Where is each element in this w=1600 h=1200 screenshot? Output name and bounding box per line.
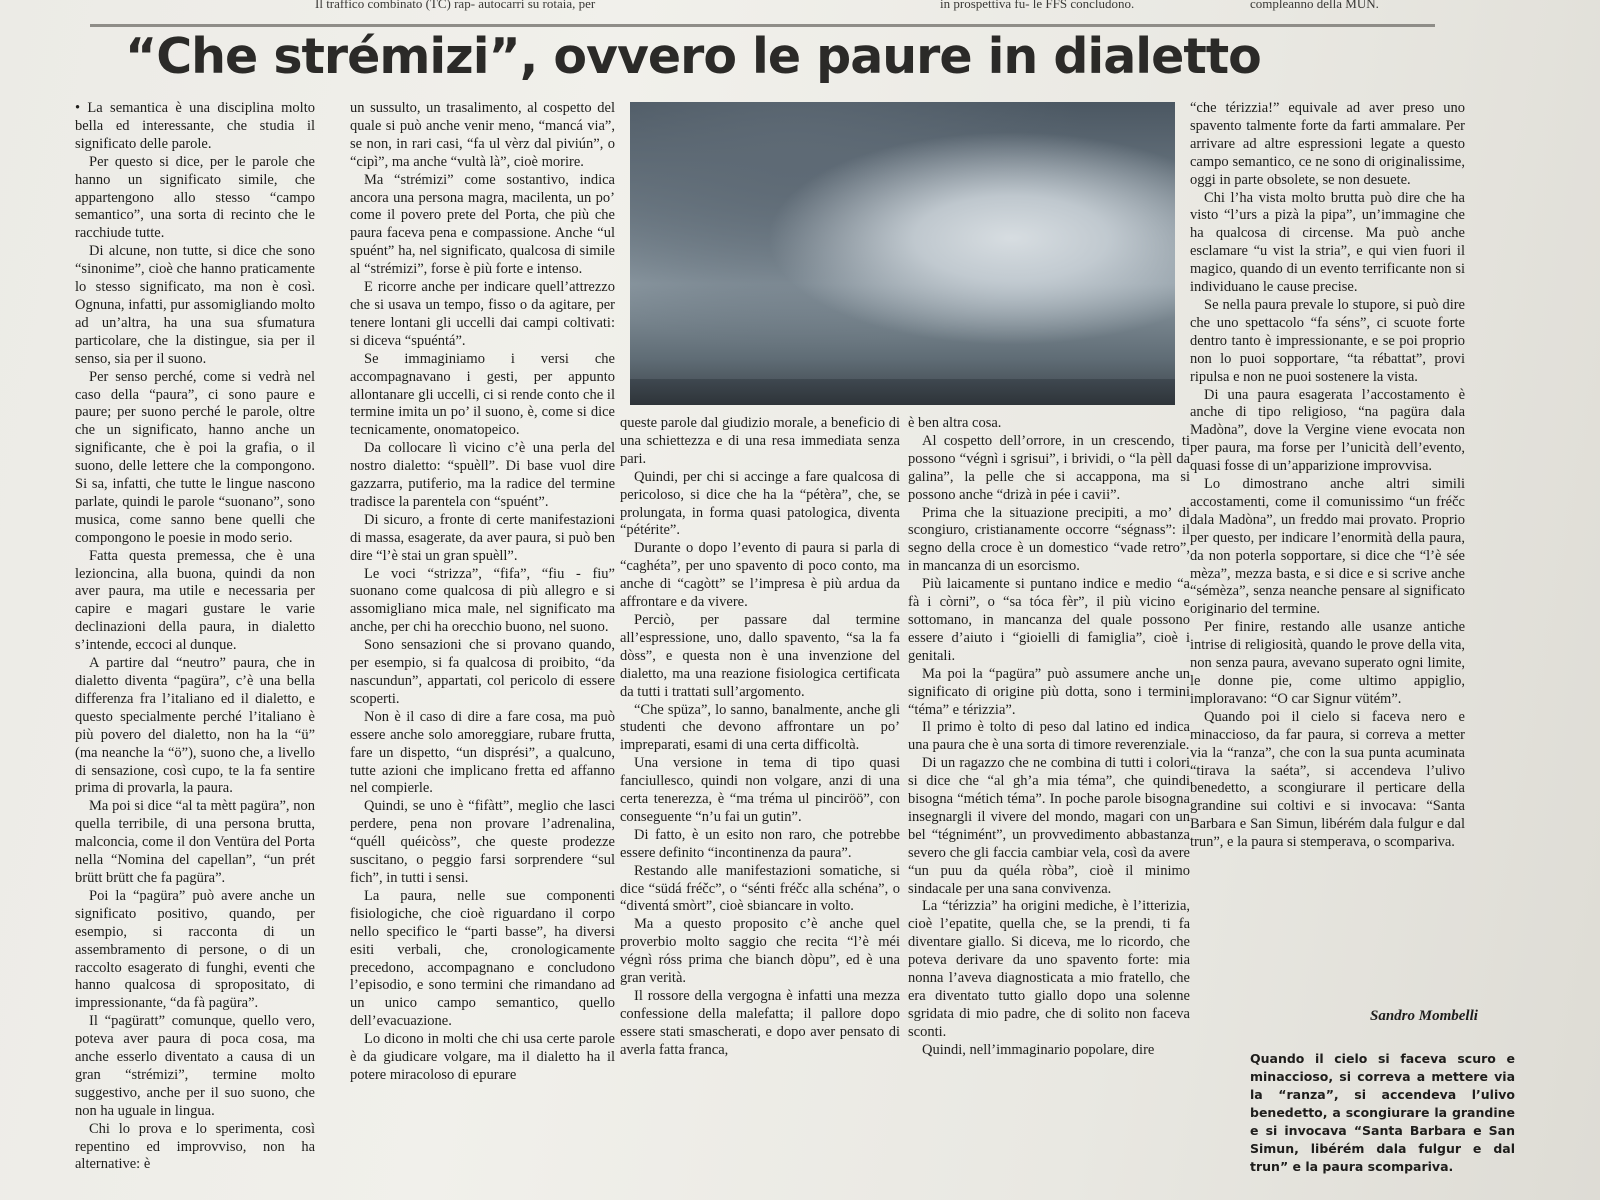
paragraph: Di alcune, non tutte, si dice che sono “sinonime”, cioè che hanno praticamente lo stesso significato, ma non è così. Ognuna, infatti, pur assomigliando molto ad un’altra, ha una sua sfumatura particolare, che la distingue, sia per il senso, sia per il suono. [75, 243, 315, 367]
paragraph: Ma poi la “pagüra” può assumere anche un significato di origine più dotta, sono i termini “téma” e térizzia”. [908, 665, 1190, 718]
paragraph: Per senso perché, come si vedrà nel caso della “paura”, ci sono paure e paure; per suono perché le parole, oltre che un significato, hanno anche un significante, che è poi la grafia, o il suono, delle lettere che la compongono. Si sa, infatti, che tutte le lingue nascono parlate, quindi le parole “suonano”, sono musica, come sanno bene quelli che compongono le poesie in modo serio. [75, 368, 315, 546]
paragraph: Chi lo prova e lo sperimenta, così repentino ed improvviso, non ha alternative: è [75, 1120, 315, 1173]
paragraph: Quindi, se uno è “fifàtt”, meglio che lasci perdere, pena non provare l’adrenalina, “quéll quéicòss”, che queste prodezze suscitano, o peggio farsi sorprendere “sul fich”, in tutti i sensi. [350, 798, 615, 886]
paragraph: un sussulto, un trasalimento, al cospetto del quale si può anche venir meno, “mancá via”, se non, in rari casi, “fa ul vèrz dal piviún”, o “cipì”, ma anche “vultà là”, cioè morire. [350, 100, 615, 170]
paragraph: Quando poi il cielo si faceva nero e minaccioso, da far paura, si correva a metter via la “ranza”, che con la sua punta acuminata “tirava la saéta”, si accendeva l’ulivo benedetto, a scongiurare il perticare della grandine sui coltivi e si invocava: “Santa Barbara e San Simun, libérém dala fulgur e dal trun”, e la paura si stemperava, o scompariva. [1190, 708, 1465, 851]
paragraph: A partire dal “neutro” paura, che in dialetto diventa “pagüra”, c’è una bella differenza fra l’italiano ed il dialetto, e questo specialmente perché l’italiano è più povero del dialetto, non ha la “ü” (ma neanche la “ö”), suono che, a livello di sensazione, così cupo, te la fa sentire prima di provarla, la paura. [75, 655, 315, 797]
column-2 [350, 100, 615, 1200]
cloudy-sky-photo [630, 102, 1175, 405]
paragraph: Quindi, nell’immaginario popolare, dire [922, 1041, 1155, 1058]
paragraph: Il “pagüratt” comunque, quello vero, poteva aver paura di poca cosa, ma anche esserlo diventato a causa di un gran “strémizi”, termine molto suggestivo, anche per il suo suono, che non ha uguale in lingua. [75, 1013, 315, 1119]
top-strip-mid: in prospettiva fu- le FFS concludono. [940, 0, 1135, 11]
top-strip [90, 0, 1435, 27]
paragraph: Restando alle manifestazioni somatiche, si dice “südá fréčc”, o “sénti fréčc alla schéna”, o “diventá smòrt”, cioè sbiancare in volto. [620, 862, 900, 915]
paragraph: Prima che la situazione precipiti, a mo’ di scongiuro, cristianamente occorre “ségnass”: il segno della croce è un domestico “vade retro”, in mancanza di un esorcismo. [908, 504, 1190, 575]
paragraph: Fatta questa premessa, che è una lezioncina, alla buona, quindi da non aver paura, ma utile e necessaria per capire e magari gustare le varie declinazioni della paura, in dialetto s’intende, eccoci al dunque. [75, 547, 315, 654]
column-4 [908, 415, 1190, 1200]
paragraph: Da collocare lì vicino c’è una perla del nostro dialetto: “spuèll”. Di base vuol dire gazzarra, putiferio, ma la radice del termine tradisce la parentela con “spuént”. [350, 440, 615, 510]
paragraph: Al cospetto dell’orrore, in un crescendo, ti possono “végnì i sgrisui”, i brividi, o “la pèll da galina”, la pelle che si accappona, ma si possono anche “drizà in pée i cavii”. [908, 432, 1190, 503]
paragraph: Il rossore della vergogna è infatti una mezza confessione della malefatta; il pallore dopo essere stati smascherati, e dopo aver pensato di averla fatta franca, [620, 988, 900, 1058]
paragraph: • La semantica è una disciplina molto bella ed interessante, che studia il significato delle parole. [75, 100, 315, 154]
paragraph: Più laicamente si puntano indice e medio “a fà i còrni”, o “sa tóca fèr”, il più vicino e sottomano, in mancanza del quale possono essere d’aiuto i “gioielli di famiglia”, cioè i genitali. [908, 576, 1190, 664]
paragraph: Di fatto, è un esito non raro, che potrebbe essere definito “incontinenza da paura”. [620, 826, 900, 861]
paragraph: Una versione in tema di tipo quasi fanciullesco, quindi non volgare, anzi di una certa tenerezza, è “ma tréma ul pinciröö”, con conseguente “n’u fai un gutin”. [620, 755, 900, 825]
paragraph: Di sicuro, a fronte di certe manifestazioni di massa, esagerate, da aver paura, si può ben dire “l’è stai un gran spuèll”. [350, 511, 615, 564]
paragraph: Non è il caso di dire a fare cosa, ma può essere anche solo amoreggiare, rubare frutta, fare un dispetto, “un disprési”, a qualcuno, tutte azioni che implicano fretta ed affanno nel compierle. [350, 708, 615, 797]
paragraph: è ben altra cosa. [908, 415, 1002, 431]
column-5 [1190, 100, 1465, 1000]
paragraph: Chi l’ha vista molto brutta può dire che ha visto “l’urs a pizà la pipa”, un’immagine che ha qualcosa di circense. Ma può anche esclamare “u vist la stria”, e qui vien fuori il magico, quando di un evento terrificante non si individuano le cause precise. [1190, 189, 1465, 296]
author-signature: Sandro Mombelli [1370, 1008, 1478, 1024]
paragraph: Per finire, restando alle usanze antiche intrise di religiosità, quando le prove della vita, non senza paura, avevano superato ogni limite, le donne pie, come ultimo appiglio, imploravano: “O car Signur vütém”. [1190, 619, 1465, 707]
paragraph: Per questo si dice, per le parole che hanno un significato simile, che appartengono allo stesso “campo semantico”, una sorta di recinto che le racchiude tutte. [75, 153, 315, 242]
paragraph: La paura, nelle sue componenti fisiologiche, che cioè riguardano il corpo nello specifico le “parti basse”, ha diversi esiti verbali, che, cronologicamente precedono, accompagnano e concludono l’episodio, e sono termini che rimandano ad un unico campo semantico, quello dell’evacuazione. [350, 887, 615, 1030]
photo-caption: Quando il cielo si faceva scuro e minaccioso, si correva a mettere via la “ranza”, si accendeva l’ulivo benedetto, a scongiurare la grandine e si invocava “Santa Barbara e San Simun, libérém dala fulgur e dal trun” e la paura scompariva. [1250, 1051, 1515, 1174]
paragraph: Ma poi si dice “al ta mètt pagüra”, non quella terribile, di una persona brutta, malconcia, come il don Ventüra del Porta nella “Nomina del capellan”, “un prét brütt brütt che fa pagüra”. [75, 798, 315, 886]
paragraph: Quindi, per chi si accinge a fare qualcosa di pericoloso, si dice che ha la “pétèra”, che, se prolungata, in forma quasi patologica, diventa “pétérite”. [620, 468, 900, 539]
paragraph: “Che spüza”, lo sanno, banalmente, anche gli studenti che devono affrontare un po’ impreparati, esami di una certa difficoltà. [620, 701, 900, 754]
paragraph: Sono sensazioni che si provano quando, per esempio, si fa qualcosa di proibito, “da nascundun”, appartati, col pericolo di essere scoperti. [350, 637, 615, 707]
paragraph: Durante o dopo l’evento di paura si parla di “caghéta”, per uno spavento di poco conto, ma anche di “cagòtt” se l’impresa è più ardua da affrontare e da vivere. [620, 540, 900, 611]
paragraph: La “térizzia” ha origini mediche, è l’itterizia, cioè l’epatite, quella che, se la prendi, ti fa diventare giallo. Si diceva, me lo ricordo, che poteva derivare da uno spavento forte: mia nonna l’aveva diagnosticata a mio fratello, che era diventato tutto giallo dopo una solenne sgridata di mio padre, che di solito non faceva sconti. [908, 898, 1190, 1040]
paragraph: Di una paura esagerata l’accostamento è anche di tipo religioso, “na pagüra dala Madòna”, dove la Vergine viene evocata non per paura, ma forse per l’unicità dell’evento, quasi fosse di un’apparizione improvvisa. [1190, 386, 1465, 475]
paragraph: E ricorre anche per indicare quell’attrezzo che si usava un tempo, fisso o da agitare, per tenere lontani gli uccelli dai campi coltivati: si diceva “spuéntá”. [350, 279, 615, 349]
paragraph: Perciò, per passare dal termine all’espressione, uno, dallo spavento, “sa la fa dòss”, e questa non è una invenzione del dialetto, ma una reazione fisiologica certificata da tutti i trattati sull’argomento. [620, 611, 900, 700]
horizon-ground [630, 379, 1175, 405]
top-strip-right: compleanno della MUN. [1250, 0, 1379, 11]
paragraph: queste parole dal giudizio morale, a beneficio di una schiettezza e di una resa immediata senza pari. [620, 415, 900, 467]
paragraph: Il primo è tolto di peso dal latino ed indica una paura che è una sorta di timore reverenziale. [908, 719, 1190, 754]
column-1 [75, 100, 315, 1200]
paragraph: Lo dicono in molti che chi usa certe parole è da giudicare volgare, ma il dialetto ha il potere miracoloso di epurare [350, 1031, 615, 1083]
paragraph: Se nella paura prevale lo stupore, si può dire che uno spettacolo “fa séns”, ci scuote forte dentro tanto è impressionante, e se poi proprio non lo puoi sopportare, “ta rébattat”, provi ripulsa e non ne puoi sostenere la vista. [1190, 296, 1465, 385]
paragraph: Poi la “pagüra” può avere anche un significato positivo, quando, per esempio, si racconta di un assembramento di persone, o di un raccolto esagerato di funghi, eventi che hanno qualcosa di spropositato, di impressionante, “da fà pagüra”. [75, 887, 315, 1012]
paragraph: Di un ragazzo che ne combina di tutti i colori si dice che “al gh’a mia téma”, che quindi bisogna “métich téma”. In poche parole bisogna insegnargli il vivere del mondo, magari con un bel “tégnimént”, un provvedimento abbastanza severo che gli faccia cambiar vela, così da avere “un puu da quéla ròba”, cioè il minimo sindacale per una sana convivenza. [908, 755, 1190, 897]
paragraph: “che térizzia!” equivale ad aver preso uno spavento talmente forte da farti ammalare. Per arrivare ad altre espressioni legate a questo campo semantico, ce ne sono di originalissime, oggi in parte obsolete, se non desuete. [1190, 100, 1465, 188]
headline: “Che strémizi”, ovvero le paure in dialetto [125, 28, 1261, 85]
paragraph: Le voci “strizza”, “fifa”, “fiu - fiu” suonano come qualcosa di più allegro e si assomigliano mica male, nel significato ma anche, per chi ha orecchio buono, nel suono. [350, 565, 615, 636]
paragraph: Se immaginiamo i versi che accompagnavano i gesti, per appunto allontanare gli uccelli, ci si rende conto che il termine imita un po’ il suono, è, come si dice tecnicamente, onomatopeico. [350, 350, 615, 439]
top-strip-left: Il traffico combinato (TC) rap- autocarri su rotaia, per [315, 0, 596, 11]
paragraph: Ma a questo proposito c’è anche quel proverbio molto saggio che recita “l’è méi végnì róss prima che bianch dòpu”, ed è una gran verità. [620, 916, 900, 987]
column-3 [620, 415, 900, 1200]
paragraph: Lo dimostrano anche altri simili accostamenti, come il comunissimo “un fréčc dala Madòna”, un freddo mai provato. Proprio per questo, per indicare l’enormità della paura, da non poterla sopportare, si dice che “l’è sée mèza”, mezza basta, e si dice e si scrive anche “sémèza”, senza neanche pensare al significato originario del termine. [1190, 476, 1465, 618]
paragraph: Ma “strémizi” come sostantivo, indica ancora una persona magra, macilenta, un po’ come il povero prete del Porta, che più che paura faceva pena e compassione. Anche “ul spuént” ha, nel significato, qualcosa di simile al “strémizi”, forse è più forte e intenso. [350, 171, 615, 278]
